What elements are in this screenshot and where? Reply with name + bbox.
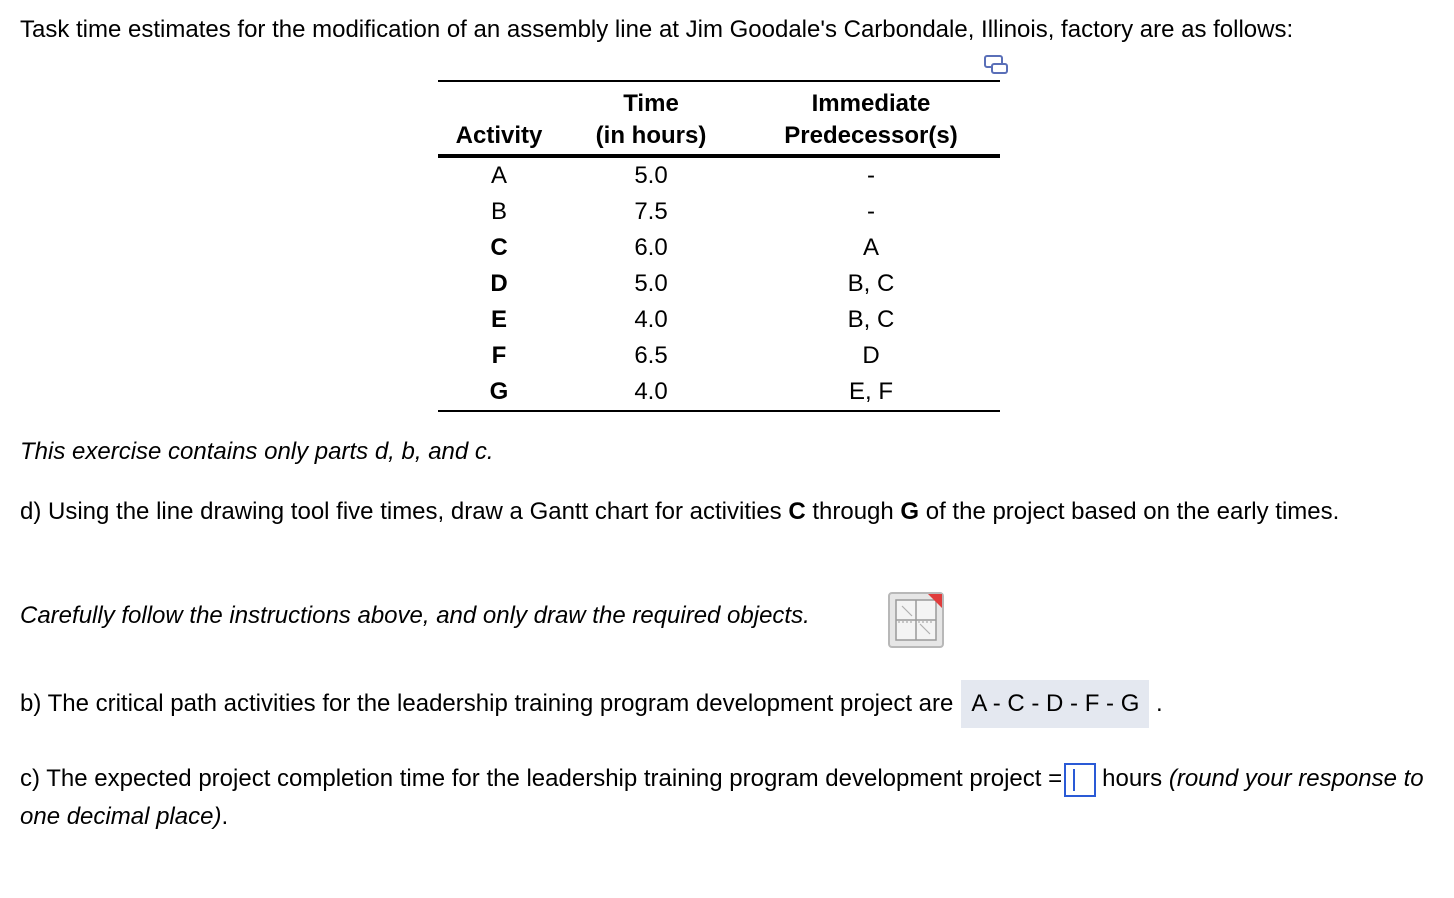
graph-tool-button[interactable] bbox=[888, 592, 944, 648]
activity-cell: A bbox=[490, 162, 507, 189]
exercise-note: This exercise contains only parts d, b, and c. bbox=[20, 438, 494, 465]
predecessor-cell: B, C bbox=[847, 270, 895, 297]
time-cell: 6.0 bbox=[634, 234, 668, 261]
table-row bbox=[438, 302, 1000, 338]
table-row bbox=[438, 230, 1000, 266]
activity-cell: F bbox=[491, 342, 507, 369]
text-caret bbox=[1073, 769, 1075, 791]
completion-time-input[interactable] bbox=[1064, 763, 1096, 797]
table-row bbox=[438, 156, 1000, 194]
predecessor-cell: A bbox=[862, 234, 879, 261]
part-c-question: c) The expected project completion time for the leadership training program development project = hours (round your response to one decimal place). bbox=[20, 760, 1430, 836]
predecessor-cell: B, C bbox=[847, 306, 895, 333]
header-activity: Activity bbox=[455, 122, 543, 149]
time-cell: 7.5 bbox=[634, 198, 668, 225]
activity-cell: G bbox=[489, 378, 509, 405]
activity-cell: C bbox=[490, 234, 508, 261]
activity-cell: D bbox=[490, 270, 508, 297]
critical-path-answer: A - C - D - F - G bbox=[961, 680, 1149, 728]
graph-tool-icon bbox=[890, 594, 942, 646]
predecessor-cell: - bbox=[867, 162, 875, 189]
predecessor-cell: - bbox=[867, 198, 875, 225]
part-d-question: d) Using the line drawing tool five times, draw a Gantt chart for activities C through G of the project based on the early times. bbox=[20, 498, 1340, 525]
time-cell: 4.0 bbox=[634, 306, 668, 333]
copy-table-icon[interactable] bbox=[983, 54, 1009, 76]
activity-cell: B bbox=[490, 198, 507, 225]
header-predecessors: Immediate Predecessor(s) bbox=[784, 90, 958, 149]
predecessor-cell: D bbox=[862, 342, 880, 369]
table-row bbox=[438, 338, 1000, 374]
time-cell: 5.0 bbox=[634, 270, 668, 297]
time-cell: 5.0 bbox=[634, 162, 668, 189]
careful-instruction: Carefully follow the instructions above, and only draw the required objects. bbox=[20, 602, 810, 629]
intro-text: Task time estimates for the modification of an assembly line at Jim Goodale's Carbondale, Illinois, factory are as follows: bbox=[20, 16, 1294, 43]
part-b-question: b) The critical path activities for the leadership training program development project are A - C - D - F - G . bbox=[20, 680, 1163, 728]
task-table bbox=[438, 80, 1000, 412]
predecessor-cell: E, F bbox=[848, 378, 893, 405]
table-row bbox=[438, 194, 1000, 230]
table-row bbox=[438, 266, 1000, 302]
activity-cell: E bbox=[490, 306, 507, 333]
table-header-row bbox=[438, 81, 1000, 156]
time-cell: 4.0 bbox=[634, 378, 668, 405]
table-row bbox=[438, 374, 1000, 411]
time-cell: 6.5 bbox=[634, 342, 668, 369]
header-time: Time (in hours) bbox=[595, 90, 707, 149]
